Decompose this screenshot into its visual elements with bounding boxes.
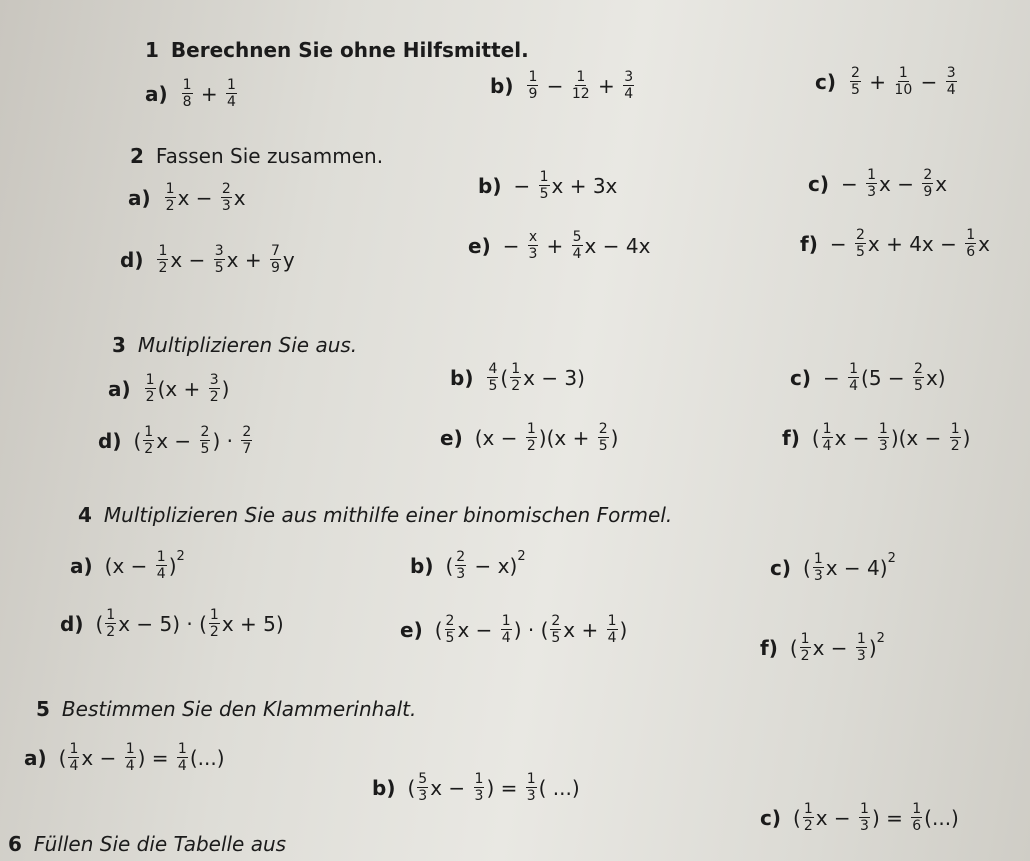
fraction-denominator: 4	[607, 630, 617, 646]
fraction-numerator: 2	[200, 424, 210, 440]
fraction	[165, 182, 176, 213]
section-4-number: 4	[78, 503, 92, 527]
fraction-denominator: 2	[803, 818, 813, 834]
math-text: +	[862, 69, 893, 94]
fraction-denominator: 7	[242, 441, 252, 457]
exercise-1a: a) $\frac{1}{8}$ + $\frac{1}{4}$	[145, 78, 239, 109]
math-expression	[830, 228, 990, 259]
fraction-denominator: 4	[822, 438, 832, 454]
math-text: (	[95, 611, 104, 636]
fraction-numerator: 2	[456, 549, 466, 565]
fraction	[946, 66, 957, 97]
fraction-numerator: 5	[572, 229, 582, 245]
math-text: )	[962, 425, 971, 450]
math-text: )	[868, 635, 877, 660]
math-text: x + 3x	[551, 173, 618, 198]
math-text: (	[500, 365, 509, 390]
fraction	[68, 742, 79, 773]
fraction-numerator: 2	[851, 65, 860, 81]
fraction-denominator: 5	[551, 630, 561, 646]
section-3-number: 3	[112, 333, 126, 357]
fraction-denominator: 5	[855, 244, 865, 260]
fraction	[572, 230, 583, 261]
math-text: −	[513, 173, 537, 198]
fraction	[803, 802, 814, 833]
math-text: ) ·	[212, 428, 240, 453]
math-expression	[513, 170, 617, 201]
math-expression	[445, 550, 525, 581]
math-text: ( ...)	[538, 775, 580, 800]
exercise-4d: d) ( $\frac{1}{2}$ x − 5) · ( $\frac{1}{2}$ x + 5)	[60, 607, 284, 640]
fraction-numerator: 4	[488, 361, 498, 377]
fraction-denominator: 3	[418, 788, 428, 804]
math-text: x −	[81, 745, 123, 770]
math-text: +	[540, 233, 570, 258]
fraction	[200, 425, 211, 456]
fraction-numerator: 2	[242, 424, 252, 440]
fraction-numerator: 1	[526, 421, 536, 437]
math-text: (	[445, 553, 454, 578]
section-2-number: 2	[130, 144, 144, 168]
math-text: x −	[170, 247, 212, 272]
math-text: x − 3)	[523, 365, 585, 390]
math-text: x −	[430, 775, 472, 800]
exercise-3a: a) $\frac{1}{2}$ (x + $\frac{3}{2}$ )	[108, 372, 230, 405]
fraction-numerator: 3	[946, 65, 956, 81]
fraction-denominator: 5	[539, 186, 549, 202]
math-text: x −	[156, 428, 198, 453]
fraction-numerator: 1	[950, 421, 960, 437]
fraction-numerator: 1	[912, 801, 922, 817]
fraction	[856, 632, 867, 663]
fraction	[487, 362, 498, 393]
math-text: (	[803, 555, 811, 580]
fraction-numerator: 2	[221, 181, 231, 197]
fraction-numerator: 7	[270, 243, 280, 259]
math-text: (	[58, 745, 67, 770]
exercise-5c: c) ( $\frac{1}{2}$ x − $\frac{1}{3}$ ) = $\frac{1}{6}$ (...)	[760, 801, 959, 834]
math-text: x	[978, 231, 990, 256]
math-expression	[155, 244, 294, 275]
math-text: y	[282, 247, 295, 272]
section-1-title: Berechnen Sie ohne Hilfsmittel.	[170, 38, 529, 62]
fraction	[848, 362, 859, 393]
fraction-numerator: 1	[474, 771, 484, 787]
fraction-denominator: 2	[800, 648, 810, 664]
fraction	[526, 422, 537, 453]
math-text: )	[610, 425, 619, 450]
fraction-denominator: 2	[209, 389, 219, 405]
fraction	[572, 70, 590, 101]
fraction-denominator: 3	[456, 566, 466, 582]
math-expression	[133, 425, 254, 456]
fraction-denominator: 5	[598, 438, 608, 454]
fraction-denominator: 2	[158, 260, 168, 276]
math-expression	[163, 182, 246, 213]
exercise-5a: a) ( $\frac{1}{4}$ x − $\frac{1}{4}$ ) = $\frac{1}{4}$ (...)	[24, 741, 225, 774]
math-expression	[105, 550, 185, 581]
exponent: 2	[887, 551, 896, 566]
math-text: +	[591, 73, 622, 98]
fraction-denominator: 3	[813, 568, 823, 584]
fraction	[125, 742, 136, 773]
math-text: ) =	[486, 775, 524, 800]
fraction-numerator: x	[528, 229, 538, 245]
fraction-denominator: 3	[878, 438, 888, 454]
fraction-denominator: 3	[474, 788, 484, 804]
exponent: 2	[517, 549, 526, 564]
section-1-heading	[145, 38, 529, 62]
fraction-denominator: 5	[851, 82, 860, 98]
fraction	[270, 244, 281, 275]
math-text: x −	[815, 805, 858, 830]
fraction-numerator: 1	[209, 607, 219, 623]
fraction-denominator: 4	[69, 758, 79, 774]
fraction	[878, 422, 889, 453]
math-expression	[143, 373, 230, 404]
fraction-denominator: 5	[214, 260, 224, 276]
fraction-numerator: 2	[923, 167, 933, 183]
fraction-numerator: 1	[878, 421, 888, 437]
math-expression	[503, 230, 651, 261]
fraction-denominator: 6	[912, 818, 922, 834]
fraction	[501, 614, 512, 645]
math-text: ) · (	[513, 617, 549, 642]
fraction	[455, 550, 466, 581]
math-text: −	[502, 233, 526, 258]
math-text: −	[914, 69, 944, 94]
math-text: (5 −	[861, 365, 912, 390]
fraction-numerator: 1	[576, 69, 586, 85]
fraction-numerator: 1	[144, 424, 154, 440]
fraction-numerator: 1	[803, 801, 813, 817]
fraction-denominator: 9	[270, 260, 280, 276]
fraction-numerator: 1	[822, 421, 832, 437]
fraction	[598, 422, 609, 453]
exercise-4a: a) (x − $\frac{1}{4}$ ) 2	[70, 549, 185, 582]
math-text: x − 4)	[825, 555, 888, 580]
exercise-3f: f) ( $\frac{1}{4}$ x − $\frac{1}{3}$ )(x − $\frac{1}{2}$ )	[782, 421, 971, 454]
fraction	[221, 182, 232, 213]
math-text: x)	[925, 365, 946, 390]
fraction-denominator: 2	[209, 624, 219, 640]
fraction	[859, 802, 870, 833]
section-2-heading	[130, 144, 383, 168]
section-5-title: Bestimmen Sie den Klammerinhalt.	[61, 697, 417, 721]
fraction-numerator: 5	[418, 771, 428, 787]
math-expression	[95, 608, 283, 639]
fraction-numerator: 1	[511, 361, 521, 377]
fraction-numerator: 1	[800, 631, 810, 647]
fraction-numerator: 2	[598, 421, 608, 437]
fraction-denominator: 4	[946, 82, 956, 98]
math-expression	[793, 802, 959, 833]
fraction	[145, 373, 156, 404]
fraction	[913, 362, 924, 393]
section-6-title: Füllen Sie die Tabelle aus	[33, 832, 287, 856]
fraction-denominator: 2	[165, 198, 175, 214]
fraction	[527, 70, 538, 101]
fraction-numerator: 2	[445, 613, 455, 629]
math-text: )	[221, 376, 230, 401]
math-text: (x −	[104, 553, 154, 578]
section-3-heading	[112, 333, 357, 357]
math-text: +	[194, 81, 225, 106]
exercise-5b: b) ( $\frac{5}{3}$ x − $\frac{1}{3}$ ) = $\frac{1}{3}$ ( ...)	[372, 771, 580, 804]
fraction-numerator: 1	[849, 361, 859, 377]
fraction	[143, 425, 154, 456]
fraction-numerator: 1	[125, 741, 135, 757]
math-expression	[485, 362, 585, 393]
math-text: (...)	[924, 805, 959, 830]
fraction-denominator: 3	[526, 788, 536, 804]
fraction-denominator: 3	[856, 648, 866, 664]
fraction-denominator: 9	[528, 86, 538, 102]
math-expression	[841, 168, 947, 199]
exponent: 2	[876, 631, 885, 646]
fraction	[911, 802, 922, 833]
fraction-denominator: 8	[182, 94, 192, 110]
section-5-heading	[36, 697, 416, 721]
fraction	[474, 772, 485, 803]
fraction	[855, 228, 866, 259]
math-expression	[59, 742, 225, 773]
math-expression	[812, 422, 971, 453]
section-4-title: Multiplizieren Sie aus mithilfe einer binomischen Formel.	[103, 503, 673, 527]
math-expression	[848, 66, 959, 97]
fraction-numerator: 1	[165, 181, 175, 197]
math-expression	[823, 362, 946, 393]
fraction-denominator: 4	[849, 378, 859, 394]
math-expression	[475, 422, 619, 453]
fraction-denominator: 4	[125, 758, 135, 774]
fraction-denominator: 10	[894, 82, 913, 98]
fraction	[528, 230, 538, 261]
exercise-1c: c) $\frac{2}{5}$ + $\frac{1}{10}$ − $\frac{3}{4}$	[815, 66, 959, 97]
math-text: x −	[177, 185, 219, 210]
fraction-denominator: 2	[950, 438, 960, 454]
fraction	[157, 244, 168, 275]
fraction-numerator: 1	[177, 741, 187, 757]
exercise-2b: b) − $\frac{1}{5}$ x + 3x	[478, 169, 618, 202]
exercise-4f: f) ( $\frac{1}{2}$ x − $\frac{1}{3}$ ) 2	[760, 631, 885, 664]
math-text: (	[434, 617, 443, 642]
fraction-numerator: 1	[156, 549, 166, 565]
exercise-2a: a) $\frac{1}{2}$ x − $\frac{2}{3}$ x	[128, 181, 246, 214]
math-text: x	[233, 185, 246, 210]
fraction-numerator: 2	[855, 227, 865, 243]
fraction	[417, 772, 428, 803]
fraction	[800, 632, 811, 663]
fraction	[550, 614, 561, 645]
fraction-denominator: 5	[200, 441, 210, 457]
math-text: x −	[457, 617, 499, 642]
fraction	[156, 550, 167, 581]
fraction-denominator: 2	[145, 389, 155, 405]
fraction	[226, 78, 237, 109]
math-expression	[180, 78, 239, 109]
fraction	[209, 608, 220, 639]
exercise-3c: c) − $\frac{1}{4}$ (5 − $\frac{2}{5}$ x)	[790, 361, 946, 394]
fraction	[623, 70, 634, 101]
fraction-denominator: 5	[445, 630, 455, 646]
exercise-2d: d) $\frac{1}{2}$ x − $\frac{3}{5}$ x + $\frac{7}{9}$ y	[120, 243, 295, 276]
math-text: x −	[812, 635, 854, 660]
fraction-numerator: 2	[551, 613, 561, 629]
section-2-title: Fassen Sie zusammen.	[155, 144, 384, 168]
math-text: (x +	[157, 376, 207, 401]
math-text: x + 5)	[221, 611, 284, 636]
exercise-1b: b) $\frac{1}{9}$ − $\frac{1}{12}$ + $\frac{3}{4}$	[490, 70, 636, 101]
fraction	[177, 742, 188, 773]
fraction-denominator: 3	[867, 184, 877, 200]
math-expression	[435, 614, 628, 645]
fraction-denominator: 2	[144, 441, 154, 457]
math-expression	[803, 552, 896, 583]
fraction	[965, 228, 976, 259]
fraction-numerator: 3	[209, 372, 219, 388]
fraction-numerator: 1	[501, 613, 511, 629]
section-6-number: 6	[8, 832, 22, 856]
math-text: x +	[563, 617, 605, 642]
fraction-numerator: 1	[158, 243, 168, 259]
fraction	[866, 168, 877, 199]
fraction-numerator: 1	[856, 631, 866, 647]
fraction	[894, 66, 912, 97]
math-text: x − 4x	[584, 233, 651, 258]
exercise-2f: f) − $\frac{2}{5}$ x + 4x − $\frac{1}{6}$ x	[800, 227, 990, 260]
fraction-numerator: 1	[526, 771, 536, 787]
math-text: )(x −	[890, 425, 948, 450]
fraction-denominator: 4	[177, 758, 187, 774]
fraction-numerator: 1	[69, 741, 79, 757]
math-text: x −	[879, 171, 921, 196]
fraction-numerator: 1	[860, 801, 869, 817]
fraction	[182, 78, 193, 109]
fraction	[526, 772, 537, 803]
fraction-numerator: 1	[528, 69, 538, 85]
fraction-numerator: 1	[607, 613, 617, 629]
fraction-denominator: 4	[156, 566, 166, 582]
fraction	[950, 422, 961, 453]
fraction-numerator: 1	[539, 169, 549, 185]
math-text: − x)	[468, 553, 518, 578]
fraction	[209, 373, 220, 404]
fraction-numerator: 3	[624, 69, 634, 85]
section-4-heading	[78, 503, 672, 527]
math-text: x + 4x −	[867, 231, 964, 256]
math-text: −	[540, 73, 570, 98]
section-6-heading	[8, 832, 286, 856]
math-expression	[790, 632, 885, 663]
math-text: x − 5) · (	[118, 611, 207, 636]
math-text: −	[841, 171, 865, 196]
math-text: )	[619, 617, 628, 642]
section-3-title: Multiplizieren Sie aus.	[137, 333, 358, 357]
fraction-numerator: 1	[106, 607, 116, 623]
fraction-denominator: 5	[488, 378, 498, 394]
fraction	[105, 608, 116, 639]
math-text: )	[168, 553, 177, 578]
fraction-denominator: 3	[860, 818, 869, 834]
exercise-3b: b) $\frac{4}{5}$ ( $\frac{1}{2}$ x − 3)	[450, 361, 585, 394]
fraction-denominator: 4	[227, 94, 236, 110]
math-text: x +	[226, 247, 268, 272]
math-text: −	[823, 365, 847, 390]
fraction-numerator: 2	[914, 361, 923, 377]
fraction-denominator: 3	[528, 246, 538, 262]
fraction	[850, 66, 861, 97]
fraction-denominator: 5	[914, 378, 923, 394]
fraction	[214, 244, 225, 275]
exercise-3e: e) (x − $\frac{1}{2}$ )(x + $\frac{2}{5}$ )	[440, 421, 619, 454]
fraction-denominator: 2	[526, 438, 536, 454]
exponent: 2	[176, 549, 185, 564]
math-text: (	[789, 635, 798, 660]
fraction-denominator: 4	[501, 630, 511, 646]
exercise-2c: c) − $\frac{1}{3}$ x − $\frac{2}{9}$ x	[808, 167, 948, 200]
math-text: ) =	[137, 745, 175, 770]
fraction-numerator: 1	[966, 227, 976, 243]
math-text: (	[407, 775, 416, 800]
fraction-numerator: 1	[145, 372, 155, 388]
math-text: (	[811, 425, 820, 450]
fraction-denominator: 3	[221, 198, 231, 214]
fraction-numerator: 3	[214, 243, 224, 259]
fraction-denominator: 4	[572, 246, 582, 262]
fraction	[241, 425, 252, 456]
math-expression	[407, 772, 579, 803]
math-text: −	[829, 231, 853, 256]
fraction-numerator: 1	[898, 65, 908, 81]
fraction-numerator: 1	[867, 167, 877, 183]
math-text: )(x +	[538, 425, 596, 450]
fraction-denominator: 6	[966, 244, 976, 260]
fraction	[607, 614, 618, 645]
exercise-4e: e) ( $\frac{2}{5}$ x − $\frac{1}{4}$ ) · ( $\frac{2}{5}$ x + $\frac{1}{4}$ )	[400, 613, 628, 646]
math-text: x	[935, 171, 948, 196]
fraction	[510, 362, 521, 393]
math-text: ) =	[871, 805, 910, 830]
exercise-4b: b) ( $\frac{2}{3}$ − x) 2	[410, 549, 526, 582]
fraction	[539, 170, 550, 201]
fraction-numerator: 1	[182, 77, 192, 93]
fraction-denominator: 12	[571, 86, 590, 102]
math-text: (	[133, 428, 142, 453]
exercise-4c: c) ( $\frac{1}{3}$ x − 4) 2	[770, 551, 896, 584]
fraction-denominator: 2	[106, 624, 116, 640]
math-text: (...)	[189, 745, 225, 770]
fraction-denominator: 4	[624, 86, 634, 102]
fraction	[813, 552, 824, 583]
math-text: x −	[834, 425, 876, 450]
exercise-3d: d) ( $\frac{1}{2}$ x − $\frac{2}{5}$ ) · $\frac{2}{7}$	[98, 425, 254, 456]
math-text: (	[793, 805, 801, 830]
fraction-numerator: 1	[813, 551, 823, 567]
fraction-numerator: 1	[227, 77, 236, 93]
section-1-number: 1	[145, 38, 159, 62]
fraction	[922, 168, 933, 199]
fraction	[445, 614, 456, 645]
exercise-2e: e) − $\frac{x}{3}$ + $\frac{5}{4}$ x − 4x	[468, 229, 651, 262]
fraction	[822, 422, 833, 453]
fraction-denominator: 2	[511, 378, 521, 394]
math-expression	[525, 70, 636, 101]
section-5-number: 5	[36, 697, 50, 721]
fraction-denominator: 9	[923, 184, 933, 200]
math-text: (x −	[474, 425, 524, 450]
